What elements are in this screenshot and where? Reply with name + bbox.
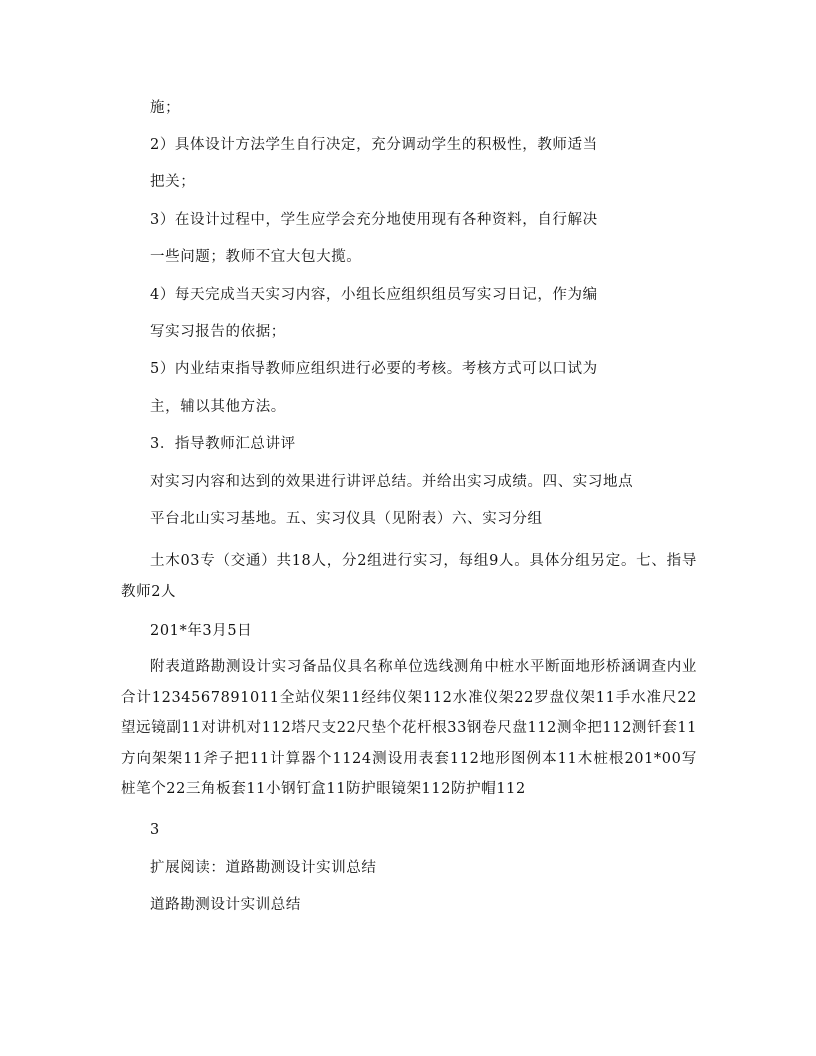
text-line-11: 对实习内容和达到的效果进行讲评总结。并给出实习成绩。四、实习地点 [150,474,634,490]
grouping-paragraph: 土木03专（交通）共18人，分2组进行实习，每组9人。具体分组另定。七、指导教师2人 [121,553,697,600]
text-line-7: 写实习报告的依据； [150,324,286,340]
text-line-5: 一些问题；教师不宜大包大揽。 [150,249,362,265]
date-line: 201*年3月5日 [150,623,253,639]
text-line-6: 4）每天完成当天实习内容，小组长应组织组员写实习日记，作为编 [150,287,598,303]
page-number: 3 [150,822,160,838]
section-title: 道路勘测设计实训总结 [150,897,301,913]
text-line-2: 2）具体设计方法学生自行决定，充分调动学生的积极性，教师适当 [150,137,598,153]
text-line-4: 3）在设计过程中，学生应学会充分地使用现有各种资料，自行解决 [150,212,598,228]
section-heading-3: 3．指导教师汇总讲评 [150,436,296,452]
text-line-1: 施； [150,100,181,116]
text-line-8: 5）内业结束指导教师应组织进行必要的考核。考核方式可以口试为 [150,361,598,377]
text-line-12: 平台北山实习基地。五、实习仪具（见附表）六、实习分组 [150,511,543,527]
text-line-3: 把关； [150,174,196,190]
text-line-9: 主，辅以其他方法。 [150,399,286,415]
appendix-paragraph: 附表道路勘测设计实习备品仪具名称单位选线测角中桩水平断面地形桥涵调查内业合计1234567891011全站仪架11经纬仪架112水准仪架22罗盘仪架11手水准尺22望远镜副11对讲机对112塔尺支22尺垫个花杆根33钢卷尺盘112测伞把112测钎套11方向架架11斧子把11计算器个1124测设用表套112地形图例本11木桩根201*00写桩笔个22三角板套11小钢钉盒11防护眼镜架112防护帽112 [121,659,697,797]
extended-reading-line: 扩展阅读：道路勘测设计实训总结 [150,860,377,876]
